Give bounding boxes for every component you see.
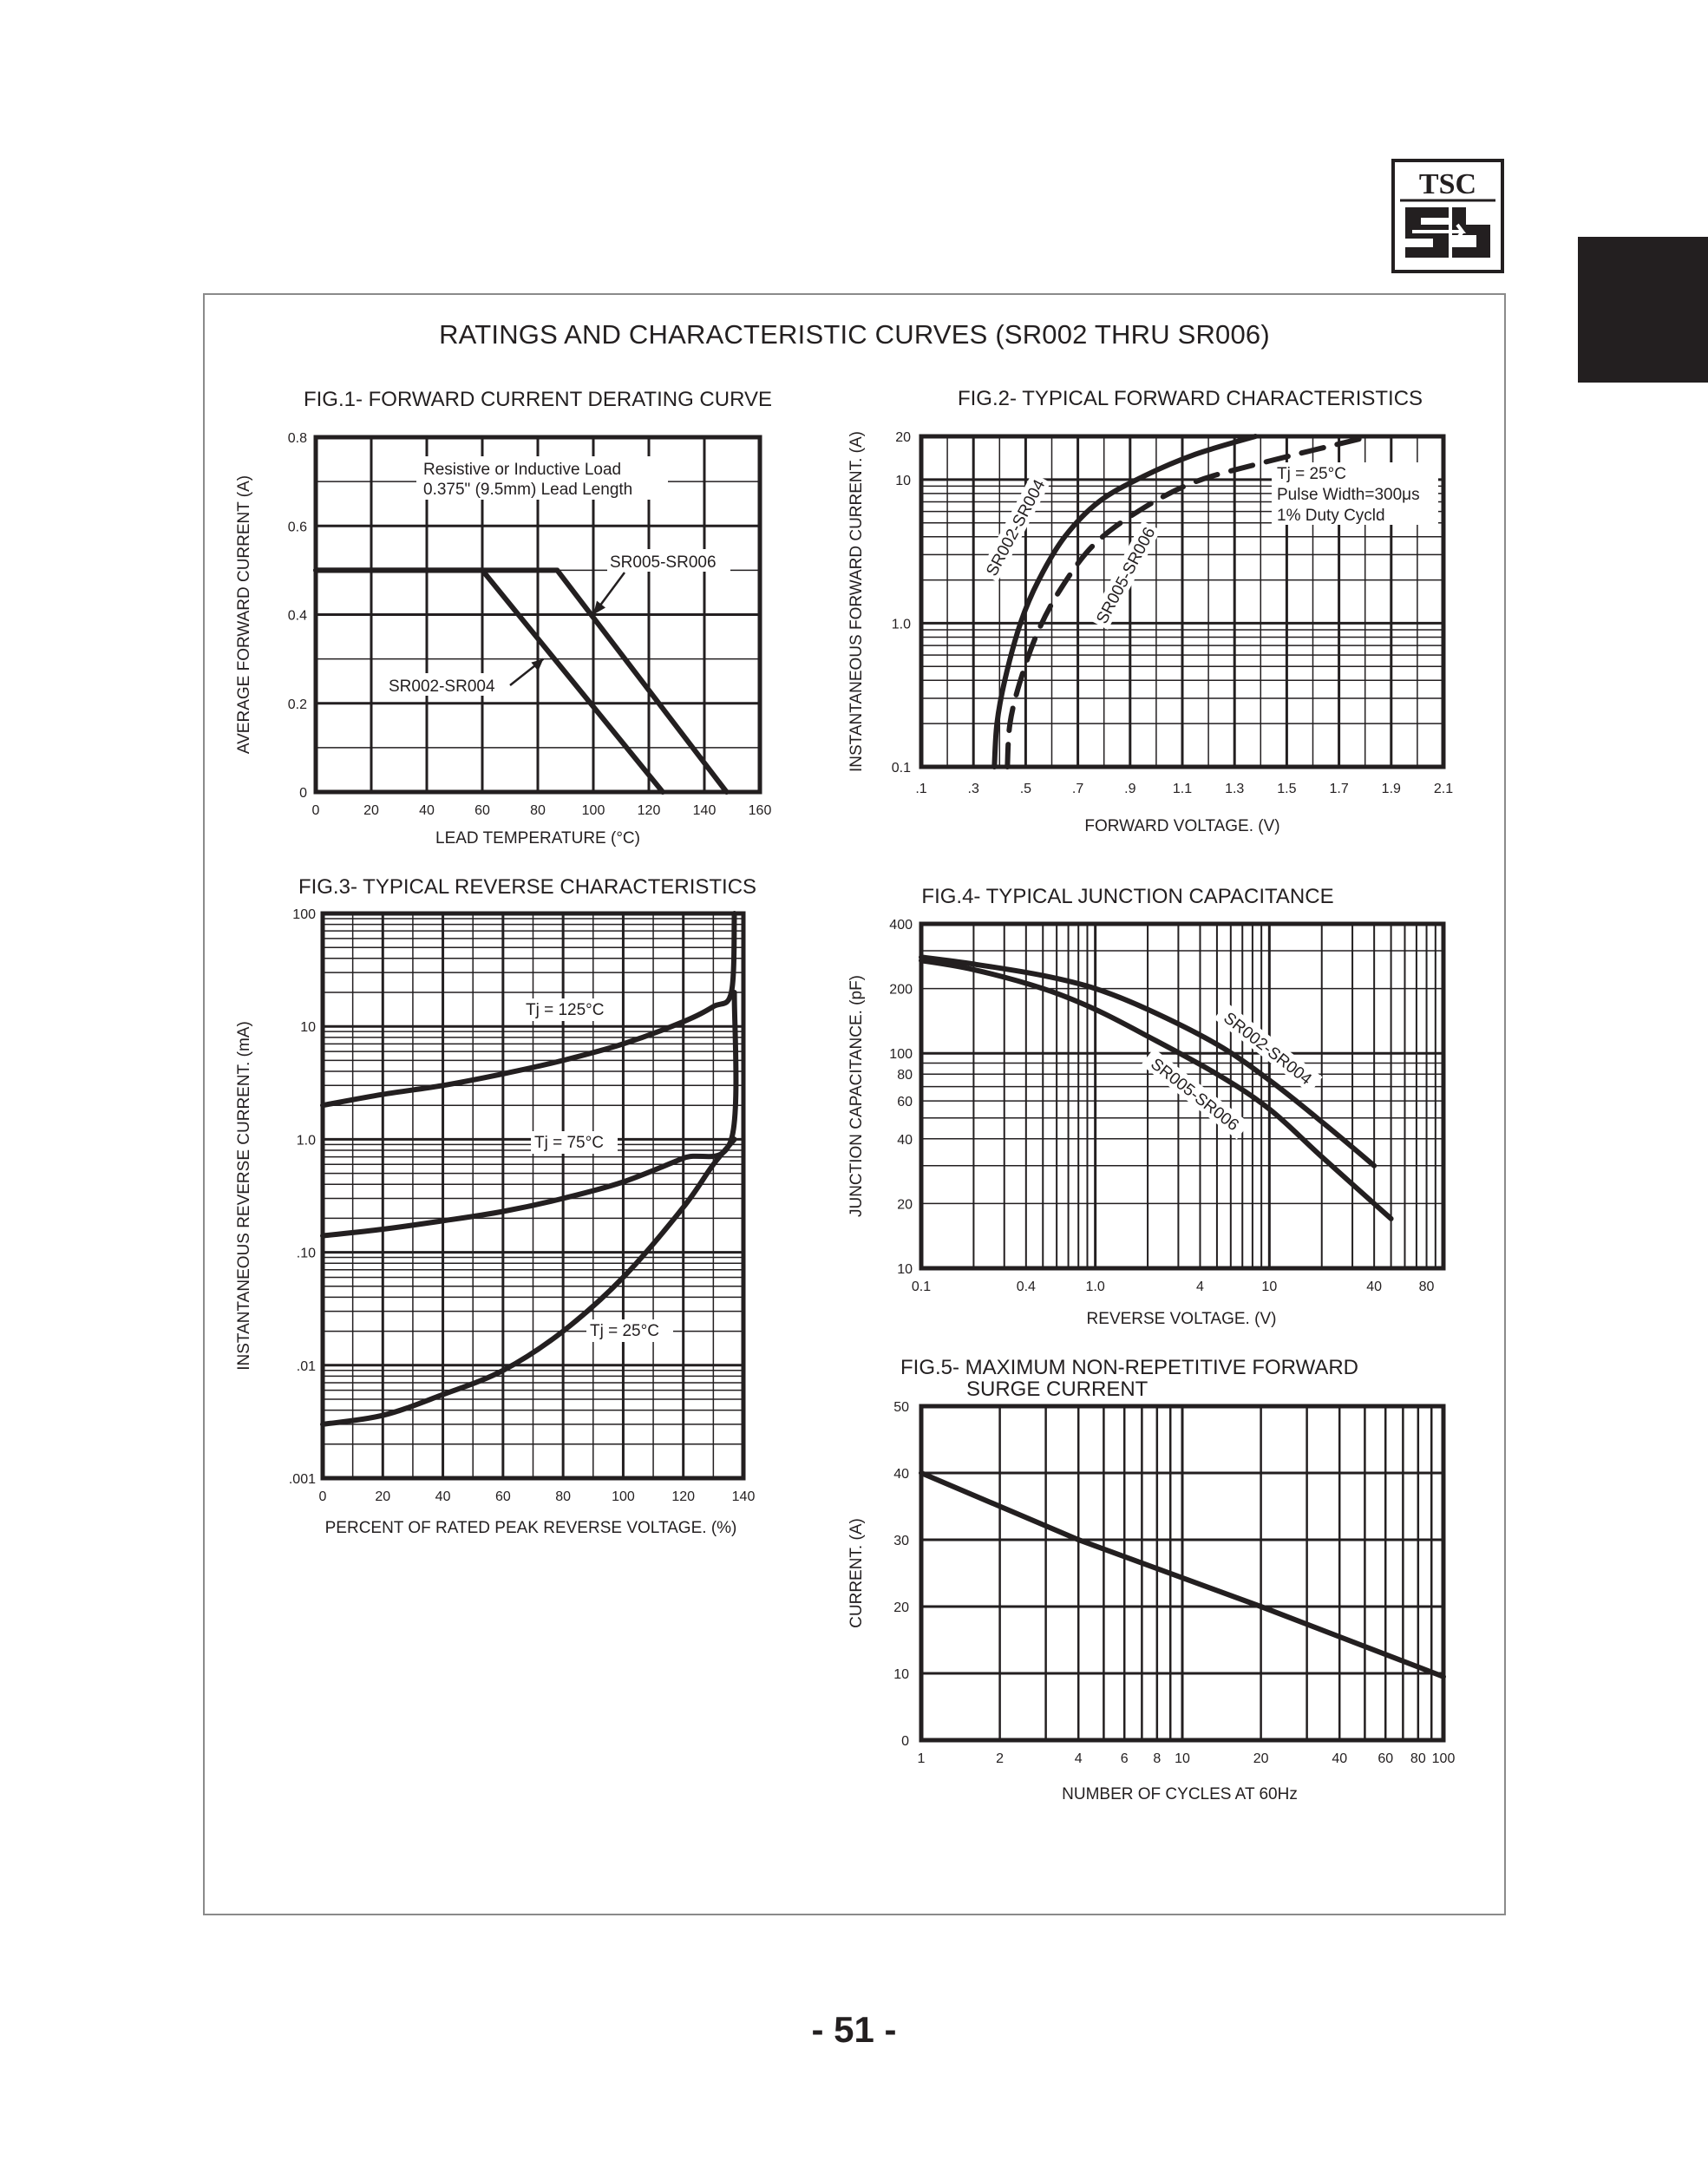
fig1-x-tick-label: 100 <box>581 803 605 818</box>
fig2-y-tick-label: 20 <box>895 430 911 445</box>
fig2-x-tick-label: 2.1 <box>1433 782 1454 796</box>
fig2-label-sr002-sr004: SR002-SR004 <box>983 476 1050 579</box>
fig4-x-tick-label: 80 <box>1418 1280 1435 1294</box>
fig4-title: FIG.4- TYPICAL JUNCTION CAPACITANCE <box>921 885 1334 908</box>
fig5-x-tick-label: 2 <box>996 1751 1005 1766</box>
fig2-y-tick-label: 1.0 <box>891 617 911 632</box>
fig5-y-tick-label: 20 <box>893 1600 909 1615</box>
fig5-y-tick-label: 0 <box>901 1734 909 1749</box>
fig3-y-axis-label: INSTANTANEOUS REVERSE CURRENT. (mA) <box>235 1021 253 1371</box>
fig5-x-tick-label: 8 <box>1153 1751 1162 1766</box>
fig4-y-tick-label: 20 <box>897 1197 913 1213</box>
fig3-label-3: Tj = 25°C <box>590 1322 659 1340</box>
fig4-x-tick-label: 1.0 <box>1085 1280 1105 1294</box>
fig1-y-axis-label: AVERAGE FORWARD CURRENT (A) <box>235 475 253 755</box>
fig3-x-tick-label: 60 <box>494 1489 511 1504</box>
fig3-y-tick-label: .001 <box>288 1472 316 1487</box>
fig3-series-2 <box>323 992 736 1236</box>
fig1-y-tick-label: 0.6 <box>287 520 307 535</box>
fig2-x-tick-label: 1.1 <box>1172 782 1193 796</box>
fig5-y-tick-label: 10 <box>893 1667 909 1682</box>
fig5-x-axis-label: NUMBER OF CYCLES AT 60Hz <box>1062 1785 1298 1803</box>
fig3-x-axis-label: PERCENT OF RATED PEAK REVERSE VOLTAGE. (%) <box>324 1519 737 1537</box>
fig3-chart <box>235 875 756 1537</box>
fig4-chart <box>847 885 1443 1328</box>
fig4-x-tick-label: 10 <box>1261 1280 1278 1294</box>
fig5-subtitle: SURGE CURRENT <box>966 1378 1148 1401</box>
fig2-x-tick-label: .3 <box>967 782 979 796</box>
fig5-chart <box>847 1356 1455 1803</box>
fig3-y-tick-label: 100 <box>292 907 316 922</box>
fig3-x-tick-label: 100 <box>612 1489 635 1504</box>
fig3-y-tick-label: 10 <box>300 1020 316 1036</box>
fig4-y-tick-label: 80 <box>897 1068 913 1083</box>
fig3-x-tick-label: 0 <box>318 1489 327 1504</box>
fig3-x-tick-label: 20 <box>375 1489 391 1504</box>
fig2-x-tick-label: 1.7 <box>1329 782 1349 796</box>
fig1-x-tick-label: 120 <box>637 803 661 818</box>
fig5-title: FIG.5- MAXIMUM NON-REPETITIVE FORWARD <box>900 1356 1359 1379</box>
fig2-y-axis-label: INSTANTANEOUS FORWARD CURRENT. (A) <box>847 430 866 773</box>
fig1-label-sr002-sr004: SR002-SR004 <box>389 677 495 696</box>
fig2-x-tick-label: 1.9 <box>1381 782 1401 796</box>
fig4-label-sr005-sr006: SR005-SR006 <box>1147 1055 1242 1136</box>
fig5-y-axis-label: CURRENT. (A) <box>847 1518 866 1628</box>
logo-text: TSC <box>1418 168 1477 200</box>
fig2-note-tj: Tj = 25°C <box>1277 465 1346 483</box>
fig3-y-tick-label: 1.0 <box>296 1133 316 1149</box>
fig2-chart <box>847 387 1453 835</box>
fig4-x-tick-label: 40 <box>1366 1280 1383 1294</box>
fig4-x-tick-label: 0.1 <box>911 1280 932 1294</box>
fig2-x-tick-label: .5 <box>1019 782 1032 796</box>
fig2-x-tick-label: .1 <box>915 782 927 796</box>
fig2-x-axis-label: FORWARD VOLTAGE. (V) <box>1084 817 1280 835</box>
fig3-title: FIG.3- TYPICAL REVERSE CHARACTERISTICS <box>298 875 757 899</box>
fig1-y-tick-label: 0.8 <box>287 431 307 446</box>
fig2-y-tick-label: 0.1 <box>891 761 911 776</box>
fig2-note-duty: 1% Duty Cycld <box>1277 507 1385 525</box>
fig4-x-axis-label: REVERSE VOLTAGE. (V) <box>1086 1310 1277 1328</box>
fig2-label-sr005-sr006: SR005-SR006 <box>1093 524 1160 627</box>
fig4-x-tick-label: 4 <box>1196 1280 1204 1294</box>
fig3-y-tick-label: .10 <box>296 1246 316 1261</box>
fig1-x-tick-label: 0 <box>311 803 320 818</box>
fig5-x-tick-label: 6 <box>1120 1751 1129 1766</box>
fig1-x-tick-label: 20 <box>363 803 379 818</box>
fig2-x-tick-label: .7 <box>1071 782 1084 796</box>
fig3-series-3 <box>323 1139 735 1424</box>
fig5-y-tick-label: 30 <box>893 1534 909 1548</box>
fig1-label-sr005-sr006: SR005-SR006 <box>610 553 717 572</box>
fig3-x-tick-label: 120 <box>671 1489 696 1504</box>
fig3-x-tick-label: 140 <box>731 1489 756 1504</box>
fig5-x-tick-label: 100 <box>1431 1751 1456 1766</box>
fig1-y-tick-label: 0.4 <box>287 608 307 624</box>
fig1-y-tick-label: 0 <box>299 786 307 801</box>
fig4-y-tick-label: 10 <box>897 1262 913 1277</box>
fig3-label-1: Tj = 125°C <box>526 1001 605 1019</box>
fig3-y-tick-label: .01 <box>296 1358 316 1374</box>
fig4-y-tick-label: 40 <box>897 1132 913 1148</box>
fig1-chart <box>235 388 772 848</box>
fig4-x-tick-label: 0.4 <box>1016 1280 1036 1294</box>
fig1-series-2 <box>316 570 727 792</box>
fig1-y-tick-label: 0.2 <box>287 697 307 712</box>
fig4-y-tick-label: 200 <box>889 982 913 998</box>
fig1-x-tick-label: 140 <box>692 803 717 818</box>
fig1-note-load: Resistive or Inductive Load <box>423 461 622 479</box>
fig1-x-tick-label: 160 <box>748 803 772 818</box>
page-title: RATINGS AND CHARACTERISTIC CURVES (SR002 THRU SR006) <box>439 319 1270 350</box>
fig2-y-tick-label: 10 <box>895 473 911 488</box>
fig5-y-tick-label: 50 <box>893 1400 909 1415</box>
fig3-x-tick-label: 40 <box>435 1489 451 1504</box>
fig5-x-tick-label: 4 <box>1074 1751 1083 1766</box>
fig2-x-tick-label: .9 <box>1124 782 1136 796</box>
fig5-x-tick-label: 10 <box>1175 1751 1190 1766</box>
fig5-x-tick-label: 80 <box>1410 1751 1426 1766</box>
fig1-x-axis-label: LEAD TEMPERATURE (°C) <box>435 829 640 848</box>
fig5-x-tick-label: 40 <box>1332 1751 1348 1766</box>
fig1-x-tick-label: 40 <box>419 803 435 818</box>
fig4-y-axis-label: JUNCTION CAPACITANCE. (pF) <box>847 974 866 1218</box>
fig3-label-2: Tj = 75°C <box>534 1134 604 1152</box>
fig4-series-2 <box>921 960 1391 1219</box>
fig5-x-tick-label: 60 <box>1378 1751 1394 1766</box>
fig5-y-tick-label: 40 <box>893 1467 909 1482</box>
fig3-x-tick-label: 80 <box>555 1489 572 1504</box>
fig5-x-tick-label: 1 <box>917 1751 926 1766</box>
fig1-x-tick-label: 60 <box>474 803 490 818</box>
page-number: - 51 - <box>811 2009 897 2050</box>
fig2-x-tick-label: 1.5 <box>1277 782 1297 796</box>
fig4-label-sr002-sr004: SR002-SR004 <box>1220 1009 1315 1090</box>
fig4-y-tick-label: 400 <box>889 918 913 933</box>
fig4-y-tick-label: 60 <box>897 1095 913 1110</box>
fig1-title: FIG.1- FORWARD CURRENT DERATING CURVE <box>303 388 773 411</box>
fig2-note-pulse: Pulse Width=300μs <box>1277 486 1420 504</box>
fig2-title: FIG.2- TYPICAL FORWARD CHARACTERISTICS <box>957 387 1423 410</box>
fig2-x-tick-label: 1.3 <box>1225 782 1245 796</box>
fig4-y-tick-label: 100 <box>889 1047 913 1063</box>
fig5-x-tick-label: 20 <box>1253 1751 1269 1766</box>
fig1-note-lead: 0.375" (9.5mm) Lead Length <box>423 481 633 499</box>
fig1-x-tick-label: 80 <box>530 803 546 818</box>
